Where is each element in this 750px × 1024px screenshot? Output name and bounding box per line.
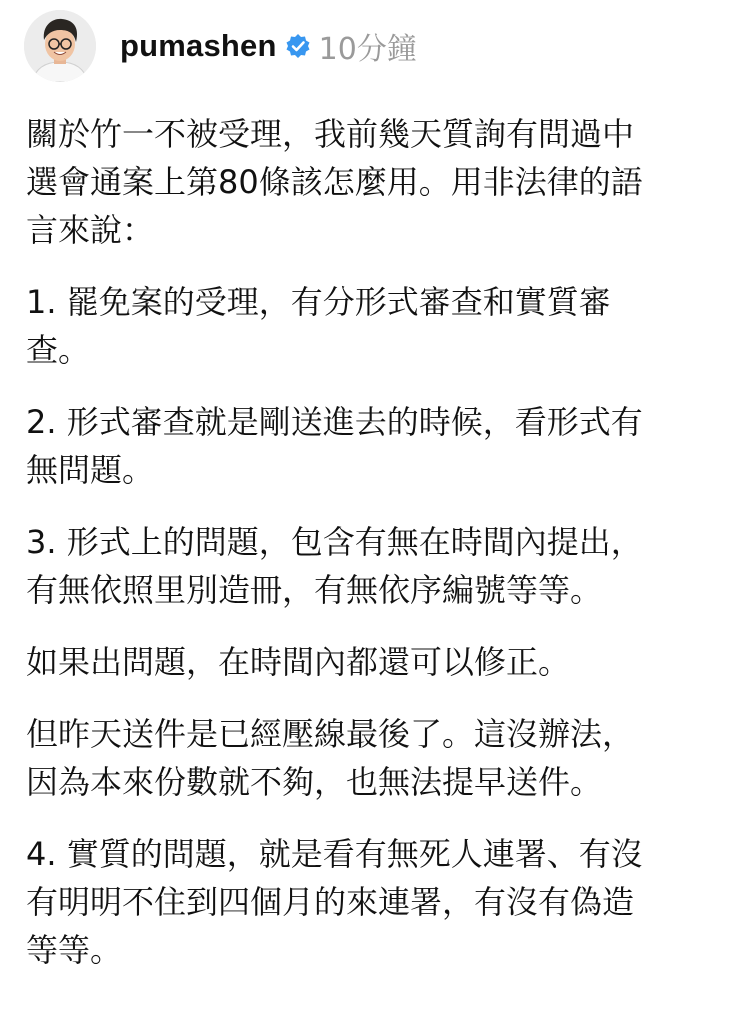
post-paragraph: 關於竹一不被受理，我前幾天質詢有問過中 選會通案上第80條該怎麼用。用非法律的語 言來說： — [26, 115, 643, 249]
post-paragraph: 但昨天送件是已經壓線最後了。這沒辦法， 因為本來份數就不夠，也無法提早送件。 — [26, 715, 635, 801]
post-timestamp: 10分鐘 — [318, 32, 417, 67]
post-header — [24, 10, 724, 82]
post-paragraph: 如果出問題，在時間內都還可以修正。 — [26, 643, 571, 681]
avatar[interactable] — [24, 10, 96, 82]
post-body — [26, 110, 716, 998]
post-paragraph: 4. 實質的問題，就是看有無死人連署、有沒 有明明不住到四個月的來連署，有沒有偽造 等等。 — [26, 835, 643, 969]
username[interactable]: pumashen — [120, 28, 277, 63]
verified-badge-icon — [285, 33, 311, 59]
post-paragraph: 3. 形式上的問題，包含有無在時間內提出， 有無依照里別造冊，有無依序編號等等。 — [26, 523, 643, 609]
name-row — [120, 10, 417, 82]
post-paragraph: 2. 形式審查就是剛送進去的時候，看形式有 無問題。 — [26, 403, 643, 489]
post-paragraph: 1. 罷免案的受理，有分形式審查和實質審 查。 — [26, 283, 611, 369]
person-avatar-icon — [24, 10, 96, 82]
